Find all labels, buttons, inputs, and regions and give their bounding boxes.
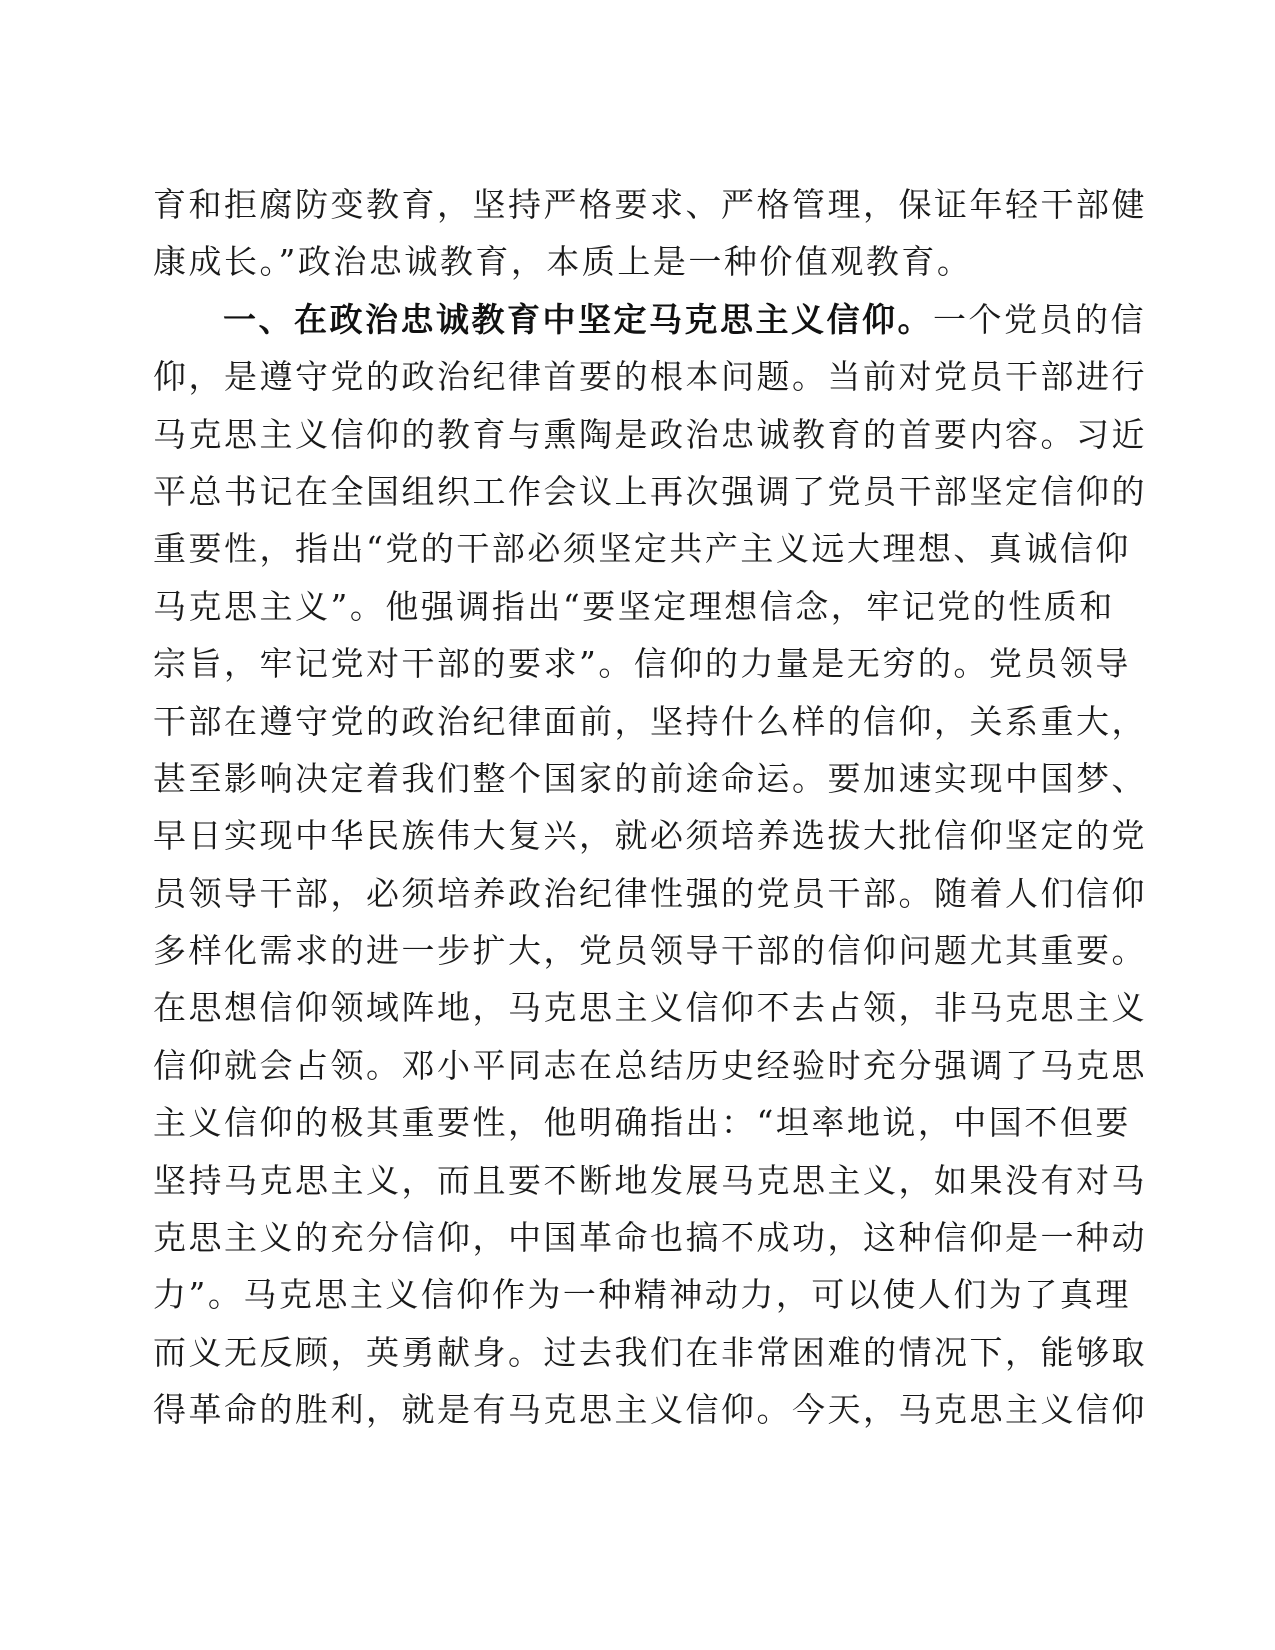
text-line: 早日实现中华民族伟大复兴，就必须培养选拔大批信仰坚定的党 [153, 816, 1147, 856]
text-line: 在思想信仰领域阵地，马克思主义信仰不去占领，非马克思主义 [153, 988, 1147, 1028]
text-line: 康成长。”政治忠诚教育，本质上是一种价值观教育。 [153, 242, 973, 282]
text-line: 得革命的胜利，就是有马克思主义信仰。今天，马克思主义信仰 [153, 1390, 1147, 1430]
text-line: 仰，是遵守党的政治纪律首要的根本问题。当前对党员干部进行 [153, 357, 1147, 397]
text-line: 育和拒腐防变教育，坚持严格要求、严格管理，保证年轻干部健 [153, 185, 1147, 224]
text-line: 平总书记在全国组织工作会议上再次强调了党员干部坚定信仰的 [153, 471, 1147, 511]
text-line: 克思主义的充分信仰，中国革命也搞不成功，这种信仰是一种动 [153, 1218, 1147, 1258]
section-first-line-text: 一个党员的信 [933, 299, 1146, 339]
text-line: 干部在遵守党的政治纪律面前，坚持什么样的信仰，关系重大， [153, 701, 1147, 741]
text-line: 坚持马克思主义，而且要不断地发展马克思主义，如果没有对马 [153, 1160, 1147, 1200]
text-line: 信仰就会占领。邓小平同志在总结历史经验时充分强调了马克思 [153, 1045, 1147, 1085]
body-text [153, 176, 1147, 1439]
text-line: 主义信仰的极其重要性，他明确指出：“坦率地说，中国不但要 [153, 1103, 1131, 1143]
section-first-line [153, 291, 1146, 348]
text-line: 力”。马克思主义信仰作为一种精神动力，可以使人们为了真理 [153, 1275, 1131, 1315]
text-line: 重要性，指出“党的干部必须坚定共产主义远大理想、真诚信仰 [153, 529, 1131, 569]
text-line: 员领导干部，必须培养政治纪律性强的党员干部。随着人们信仰 [153, 873, 1147, 913]
text-line: 多样化需求的进一步扩大，党员领导干部的信仰问题尤其重要。 [153, 931, 1147, 971]
text-line: 而义无反顾，英勇献身。过去我们在非常困难的情况下，能够取 [153, 1332, 1147, 1372]
text-line: 甚至影响决定着我们整个国家的前途命运。要加速实现中国梦、 [153, 758, 1147, 798]
text-line: 马克思主义信仰的教育与熏陶是政治忠诚教育的首要内容。习近 [153, 414, 1147, 454]
text-line: 宗旨，牢记党对干部的要求”。信仰的力量是无穷的。党员领导 [153, 644, 1131, 684]
section-heading: 一、在政治忠诚教育中坚定马克思主义信仰。 [223, 299, 933, 339]
text-line: 马克思主义”。他强调指出“要坚定理想信念，牢记党的性质和 [153, 586, 1115, 626]
